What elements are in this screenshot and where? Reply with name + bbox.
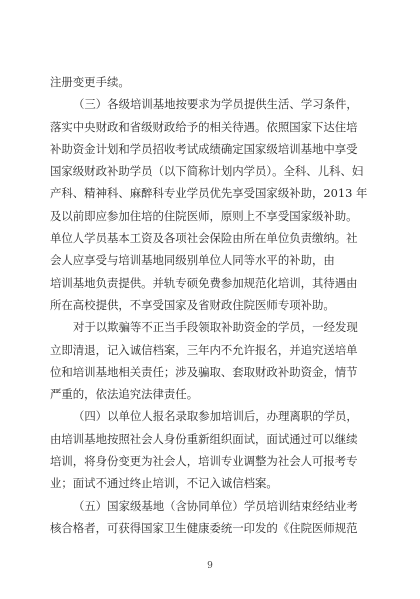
text-line: 业；面试不通过终止培训，不记入诚信档案。: [50, 476, 278, 491]
text-line: 严重的，依法追究法律责任。: [50, 387, 199, 402]
text-line: 由培训基地按照社会人身份重新组织面试，面试通过可以继续: [50, 431, 358, 446]
text-line: 及以前即应参加住培的住院医师，原则上不享受国家级补助。: [50, 208, 358, 223]
text-line: 培训，将身份变更为社会人，培训专业调整为社会人可报考专: [50, 454, 358, 469]
text-line: 落实中央财政和省级财政给予的相关待遇。依照国家下达住培: [50, 119, 358, 134]
text-line: 位和培训基地相关责任；涉及骗取、套取财政补助资金，情节: [50, 364, 358, 379]
text-line: 立即清退，记入诚信档案，三年内不允许报名，并追究送培单: [50, 342, 358, 357]
text-line: 会人应享受与培训基地同级别单位人同等水平的补助，由: [50, 253, 335, 268]
text-line: 注册变更手续。: [50, 75, 130, 89]
text-line: 单位人学员基本工资及各项社会保险由所在单位负责缴纳。社: [50, 231, 358, 246]
body-text: [50, 71, 372, 539]
text-line: （三）各级培训基地按要求为学员提供生活、学习条件，: [73, 97, 358, 112]
text-line: （五）国家级基地（含协同单位）学员培训结束经结业考: [73, 498, 358, 513]
text-line: 对于以欺骗等不正当手段领取补助资金的学员，一经发现: [73, 320, 358, 335]
text-line: 所在高校提供，不享受国家及省财政住院医师专项补助。: [50, 297, 335, 312]
text-line: 培训基地负责提供。并轨专硕免费参加规范化培训，其待遇由: [50, 275, 358, 290]
text-line: 国家级财政补助学员（以下简称计划内学员）。全科、儿科、妇: [50, 164, 364, 179]
text-line: 核合格者，可获得国家卫生健康委统一印发的《住院医师规范: [50, 520, 358, 535]
text-line: （四）以单位人报名录取参加培训后，办理离职的学员，: [73, 409, 358, 424]
text-line: 产科、精神科、麻醉科专业学员优先享受国家级补助，2013 年: [50, 186, 368, 201]
page-number: 9: [207, 561, 213, 571]
text-line: 补助资金计划和学员招收考试成绩确定国家级培训基地中享受: [50, 141, 358, 156]
